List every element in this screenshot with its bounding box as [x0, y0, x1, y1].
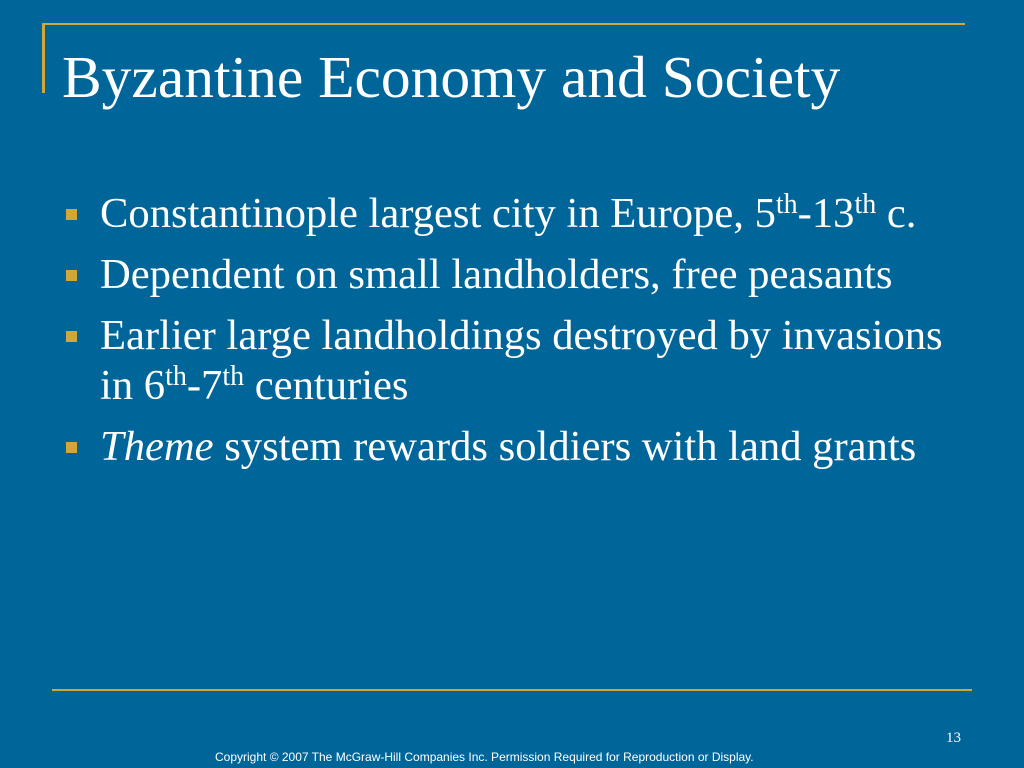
bullet-text: in 6 — [100, 362, 166, 409]
bullet-item — [100, 422, 943, 472]
bullet-item — [100, 250, 943, 300]
superscript: th — [165, 361, 187, 392]
bottom-accent-rule — [52, 689, 972, 691]
bullet-text: Earlier large landholdings destroyed by invasions — [100, 312, 943, 359]
top-accent-rule — [42, 23, 965, 25]
square-bullet-icon — [66, 270, 77, 281]
page-number: 13 — [946, 730, 961, 746]
bullet-text: c. — [876, 190, 917, 237]
bullet-text: system rewards soldiers with land grants — [213, 423, 917, 470]
bullet-text: centuries — [244, 362, 409, 409]
square-bullet-icon — [66, 331, 77, 342]
bullet-list — [100, 189, 943, 472]
italic-term: Theme — [100, 423, 214, 470]
superscript: th — [854, 189, 877, 220]
bullet-item — [100, 189, 943, 239]
copyright-footer: Copyright © 2007 The McGraw-Hill Companies Inc. Permission Required for Reproduction or Display. — [215, 750, 754, 764]
slide-title: Byzantine Economy and Society — [62, 44, 841, 110]
bullet-item — [100, 311, 943, 411]
superscript: th — [222, 361, 245, 392]
square-bullet-icon — [66, 442, 77, 453]
bullet-text: Dependent on small landholders, free peasants — [100, 251, 893, 298]
square-bullet-icon — [66, 209, 77, 220]
bullet-text: -7 — [186, 362, 223, 409]
left-accent-rule — [42, 23, 45, 93]
bullet-text: Constantinople largest city in Europe, 5 — [100, 190, 776, 237]
bullet-text: -13 — [797, 190, 855, 237]
superscript: th — [775, 189, 798, 220]
